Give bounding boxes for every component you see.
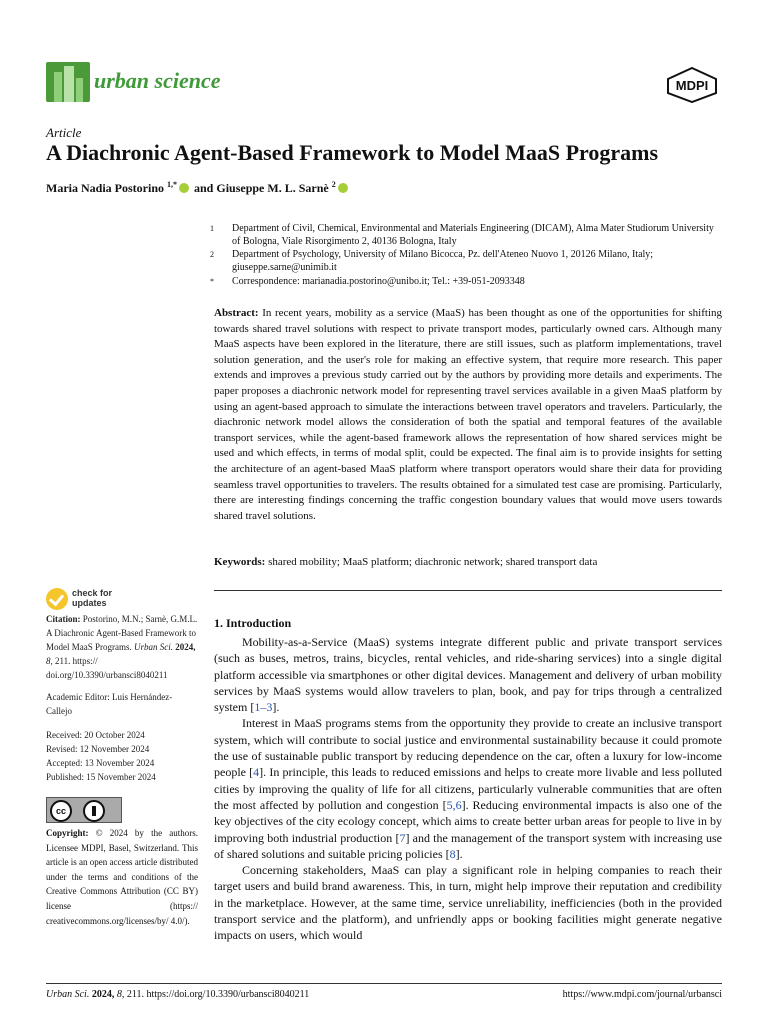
copyright-notice: Copyright: © 2024 by the authors. Licensee MDPI, Basel, Switzerland. This article is an open access article distributed under the terms and conditions of the Creative Commons Attribution (CC BY) license (https:// creativecommons.org/licenses/by/ 4.0/). xyxy=(46,828,199,926)
reference-link[interactable]: 8 xyxy=(449,846,456,861)
date-accepted: Accepted: 13 November 2024 xyxy=(46,758,155,768)
citation-doi-link[interactable]: 211. https:// doi.org/10.3390/urbansci8040211 xyxy=(46,656,168,680)
date-received: Received: 20 October 2024 xyxy=(46,730,145,740)
journal-logo-icon xyxy=(46,62,90,102)
affiliation-1: 1 Department of Civil, Chemical, Environmental and Materials Engineering (DICAM), Alma Mater Studiorum University of Bologna, Viale Risorgimento 2, 40136 Bologna, Italy xyxy=(210,223,714,247)
author-affiliation-mark: 2 xyxy=(331,180,336,189)
academic-editor: Academic Editor: Luis Hernández-Callejo xyxy=(46,692,173,716)
author-name[interactable]: Maria Nadia Postorino xyxy=(46,181,164,195)
reference-link[interactable]: 1–3 xyxy=(254,700,273,715)
page-title: A Diachronic Agent-Based Framework to Model MaaS Programs xyxy=(46,140,659,165)
cc-by-license-icon[interactable]: cc xyxy=(46,797,122,823)
abstract-label: Abstract: xyxy=(214,307,259,319)
citation: Citation: Postorino, M.N.; Sarnè, G.M.L. A Diachronic Agent-Based Framework to Model MaaS Programs. Urban Sci. 2024, 8, 211. https:// doi.org/10.3390/urbansci8040211 xyxy=(46,614,198,680)
journal-name: urban science xyxy=(94,68,221,93)
paragraph: Interest in MaaS programs stems from the opportunity they provide to create an inclusive transport system, which will contribute to social justice and environmental sustainability because it could promote the use of sustainable public transport by reducing dependence on the car, often a luxury for low-income people [4]. In principle, this leads to reduced emissions and helps to create more livable and less polluted cities by improving the quality of life for all citizens, particularly vulnerable communities that are often the most affected by pollution and congestion [5,6]. Reducing environmental impacts is also one of the key objectives of the city ecology concept, which aims to create better urban areas for people to live in by improving both industrial production [7] and the management of the transport system with increasing use of shared solutions and suitable pricing policies [8]. xyxy=(214,716,723,861)
author-list xyxy=(46,180,350,196)
reference-link[interactable]: 5,6 xyxy=(446,797,462,812)
reference-link[interactable]: 7 xyxy=(399,830,406,845)
footer-doi-link[interactable]: 211. https://doi.org/10.3390/urbansci8040211 xyxy=(126,989,310,1000)
abstract xyxy=(214,306,722,524)
paragraph: Mobility-as-a-Service (MaaS) systems integrate different public and private transport services (such as buses, metros, trains, bicycles, rental vehicles, and ride-sharing services) into a single digital platform accessible via smartphones or other digital devices. Management and delivery of urban mobility services by MaaS systems would allow travelers to plan, book, and pay for trips through a centralized system [1–3]. xyxy=(214,635,722,715)
abstract-text: In recent years, mobility as a service (MaaS) has been thought as one of the opportunities for shifting towards shared travel solutions with respect to private transport modes, particularly owned cars. Although many MaaS aspects have been explored in the literature, there are still issues, such as platform implementations, travel solution generation, and the user's role for making an effective system, that require more research. This paper extends and improves a previous study carried out by the authors by providing more details and experiments. The paper proposes a diachronic network model for representing travel services available in a given MaaS platform by using an agent-based approach to simulate the interactions between travel operators and travelers. Particularly, the diachronic network model allows the consideration of both the spatial and temporal features of the available transport services, while the agent-based framework allows the representation of how shared services might be used and which effects, in terms of modal split, could be expected. The final aim is to provide insights for setting the architecture of an agent-based MaaS platform where transport operators would share their data for providing seamless travel opportunities to travelers. The results obtained for a simulated test case are promising. Particularly, there are interesting findings concerning the traffic congestion boundary values that would move users towards shared travel solutions. xyxy=(214,307,722,522)
author-conjunction: and xyxy=(194,181,214,195)
correspondence: * Correspondence: marianadia.postorino@unibo.it; Tel.: +39-051-2093348 xyxy=(210,276,525,287)
reference-link[interactable]: 4 xyxy=(253,765,260,780)
paragraph: Concerning stakeholders, MaaS can play a significant role in helping companies to reach their target users and build brand awareness. This, in turn, might help improve their reputation and credibility in the marketplace. However, at the same time, service unreliability, inefficiencies (both in the provided transport service and the platform), and unfriendly apps or booking facilities might generate negative impacts on users, which would xyxy=(214,863,722,943)
article-type: Article xyxy=(46,125,82,140)
section-body xyxy=(214,634,722,944)
section-heading: 1. Introduction xyxy=(214,616,292,630)
date-published: Published: 15 November 2024 xyxy=(46,772,156,782)
divider xyxy=(214,590,722,591)
author-name[interactable]: Giuseppe M. L. Sarnè xyxy=(216,181,329,195)
mdpi-logo-text: MDPI xyxy=(675,78,709,93)
publication-dates xyxy=(46,728,198,784)
date-revised: Revised: 12 November 2024 xyxy=(46,744,150,754)
affiliation-2: 2 Department of Psychology, University of Milano Bicocca, Pz. dell'Ateneo Nuovo 1, 20126 Milano, Italy; giuseppe.sarne@unimib.it xyxy=(210,249,654,273)
footer-divider xyxy=(46,983,722,984)
check-for-updates-button[interactable] xyxy=(46,588,146,612)
journal-url-link[interactable]: https://www.mdpi.com/journal/urbansci xyxy=(562,989,722,1000)
author-affiliation-mark: 1,* xyxy=(167,180,177,189)
orcid-icon[interactable] xyxy=(338,183,348,193)
footer-citation: Urban Sci. 2024, 8, 211. https://doi.org/10.3390/urbansci8040211 xyxy=(46,989,310,1000)
orcid-icon[interactable] xyxy=(179,183,189,193)
check-icon xyxy=(46,588,68,610)
mdpi-logo-icon xyxy=(664,67,720,103)
keywords xyxy=(214,556,722,568)
keywords-text: shared mobility; MaaS platform; diachronic network; shared transport data xyxy=(268,556,598,568)
keywords-label: Keywords: xyxy=(214,556,266,568)
check-for-updates-label: check for updates xyxy=(72,588,113,608)
